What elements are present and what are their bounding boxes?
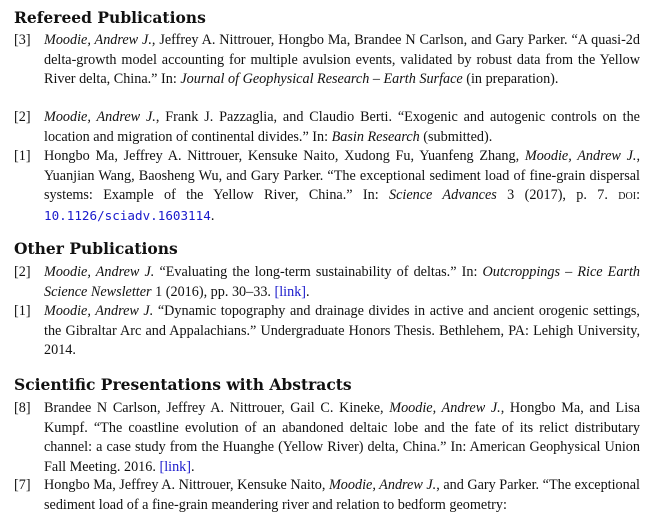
entry-end: . [191,458,195,475]
venue-name: Basin Research [331,128,420,145]
coauthors: Hongbo Ma, Jeffrey A. Nittrouer, Kensuke Naito, Xudong Fu, Yuanfeng Zhang, [44,148,525,164]
entry-citation: “Dynamic topography and drainage divides in active and ancient orogenic settings, the Gibraltar Arc and Appalachians.” Undergraduate Honors Thesis. Bethlehem, PA: Lehigh University, 2014. [44,303,640,358]
entry-citation: , Yuanjian Wang, Baosheng Wu, and Gary Parker. “The exceptional sediment load of fine-grain dispersal systems: Example of the Yellow River, China.” In: [44,148,640,203]
entry-citation: , Jeffrey A. Nittrouer, Hongbo Ma, Brandee N Carlson, and Gary Parker. “A quasi-2d delta-growth model accounting for multiple avulsion events, validated by robust data from the Yellow River delta, China.” In: [44,32,640,87]
entry-text [44,476,640,515]
section-title-other: Other Publications [14,239,178,258]
entry-text [44,31,640,90]
venue-name: Science Advances [389,187,497,203]
entry-number: [3] [14,32,31,48]
entry-volume: 3 (2017), p. 7. [496,187,619,203]
entry-text [44,399,640,477]
entry-status: (submitted). [419,128,493,145]
doi-link[interactable]: 10.1126/sciadv.1603114 [44,207,211,223]
entry-number: [1] [14,148,31,164]
section-title-refereed: Refereed Publications [14,8,206,27]
publication-entry [14,147,640,226]
author-name: Moodie, Andrew J. [44,109,156,125]
publication-entry [14,108,640,147]
author-name: Moodie, Andrew J. [44,32,152,48]
entry-text: Hongbo Ma, Jeffrey A. Nittrouer, Kensuke Naito, Xudong Fu, Yuanfeng Zhang, Moodie, Andrew J., Yuanjian Wang, Baosheng Wu, and Gary Parker. “The exceptional sediment load of fine-grain dispersal systems: Example of the Yellow River, China.” In: Science Advances 3 (2017), p. 7. doi: 10.1126/sciadv.1603114. [44,148,641,224]
coauthors: Brandee N Carlson, Jeffrey A. Nittrouer, Gail C. Kineke, [44,400,390,416]
presentation-entry [14,476,640,515]
doi-label: doi [618,187,637,203]
entry-number: [2] [14,264,31,280]
publication-entry [14,263,640,302]
author-name: Moodie, Andrew J. [389,400,501,416]
entry-number: [2] [14,109,31,125]
entry-end: . [306,283,310,300]
entry-text [44,108,640,147]
entry-number: [8] [14,400,31,416]
author-name: Moodie, Andrew J. [328,477,437,493]
link-button[interactable]: [link] [274,283,307,300]
entry-citation: , Hongbo Ma, and Lisa Kumpf. “The coastline evolution of an abandoned deltaic lobe and the fate of its relict distributary channel: a case study from the Huanghe (Yellow River) delta, China.” In: American Geophysical Union Fall Meeting. 2016. [44,400,640,475]
entry-text [44,263,640,302]
venue-name: Outcroppings – Rice Earth Science Newsletter [44,264,640,300]
author-name: Moodie, Andrew J. [44,303,154,319]
presentation-entry [14,399,640,477]
entry-end: . [210,207,215,224]
entry-volume: 1 (2016), pp. 30–33. [151,283,275,300]
entry-citation: “Evaluating the long-term sustainability of deltas.” In: [154,264,483,280]
section-title-presentations: Scientific Presentations with Abstracts [14,375,352,394]
coauthors: Hongbo Ma, Jeffrey A. Nittrouer, Kensuke Naito, [44,477,329,493]
entry-status: (in preparation). [462,71,559,87]
author-name: Moodie, Andrew J. [524,148,637,164]
entry-text [44,302,640,361]
publication-entry [14,31,640,90]
entry-number: [1] [14,303,31,319]
venue-name: Journal of Geophysical Research – Earth Surface [180,71,463,87]
publication-entry [14,302,640,361]
entry-number: [7] [14,477,31,493]
author-name: Moodie, Andrew J. [44,264,155,280]
entry-citation: , and Gary Parker. “The exceptional sediment load of a fine-grain meandering river and relation to bedform geometry: [44,477,640,513]
link-button[interactable]: [link] [159,458,191,475]
entry-citation: , Frank J. Pazzaglia, and Claudio Berti. “Exogenic and autogenic controls on the location and migration of continental divides.” In: [44,109,640,145]
